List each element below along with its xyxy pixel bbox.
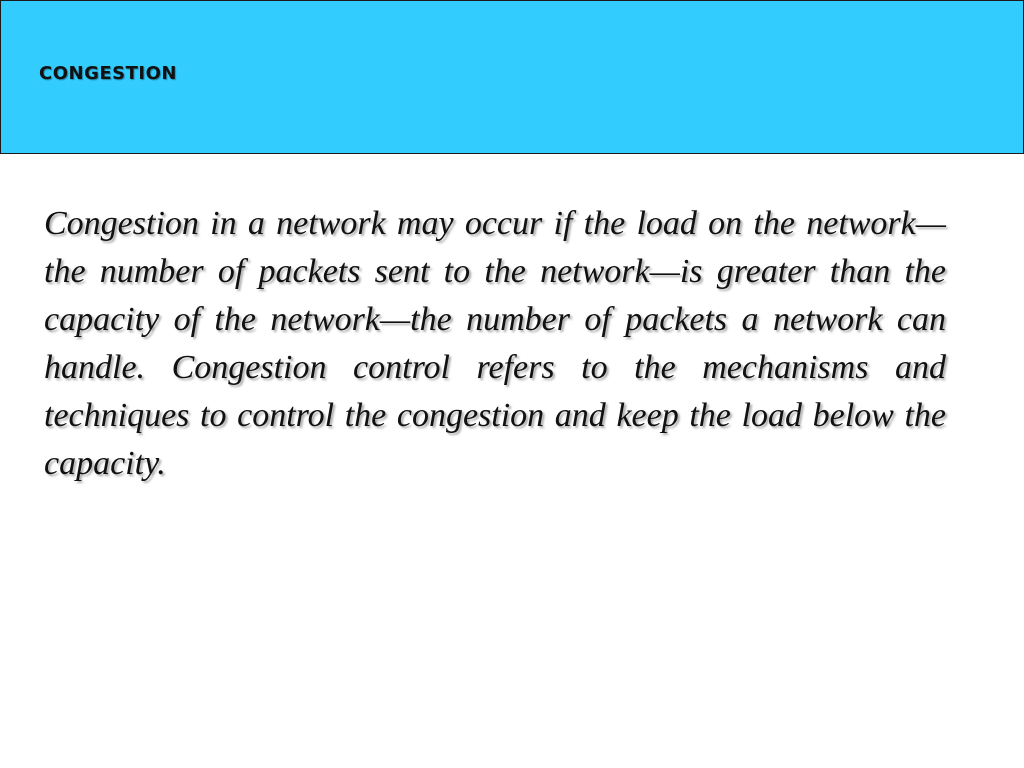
body-paragraph: Congestion in a network may occur if the load on the network—the number of packets sent to the network—is greater than the capacity of the network—the number of packets a network can handle. Congestion control refers to the mechanisms and techniques to control the congestion and keep the load below the capacity. [44, 205, 946, 482]
title-band [0, 0, 1024, 154]
slide-title: congestion [39, 56, 177, 86]
